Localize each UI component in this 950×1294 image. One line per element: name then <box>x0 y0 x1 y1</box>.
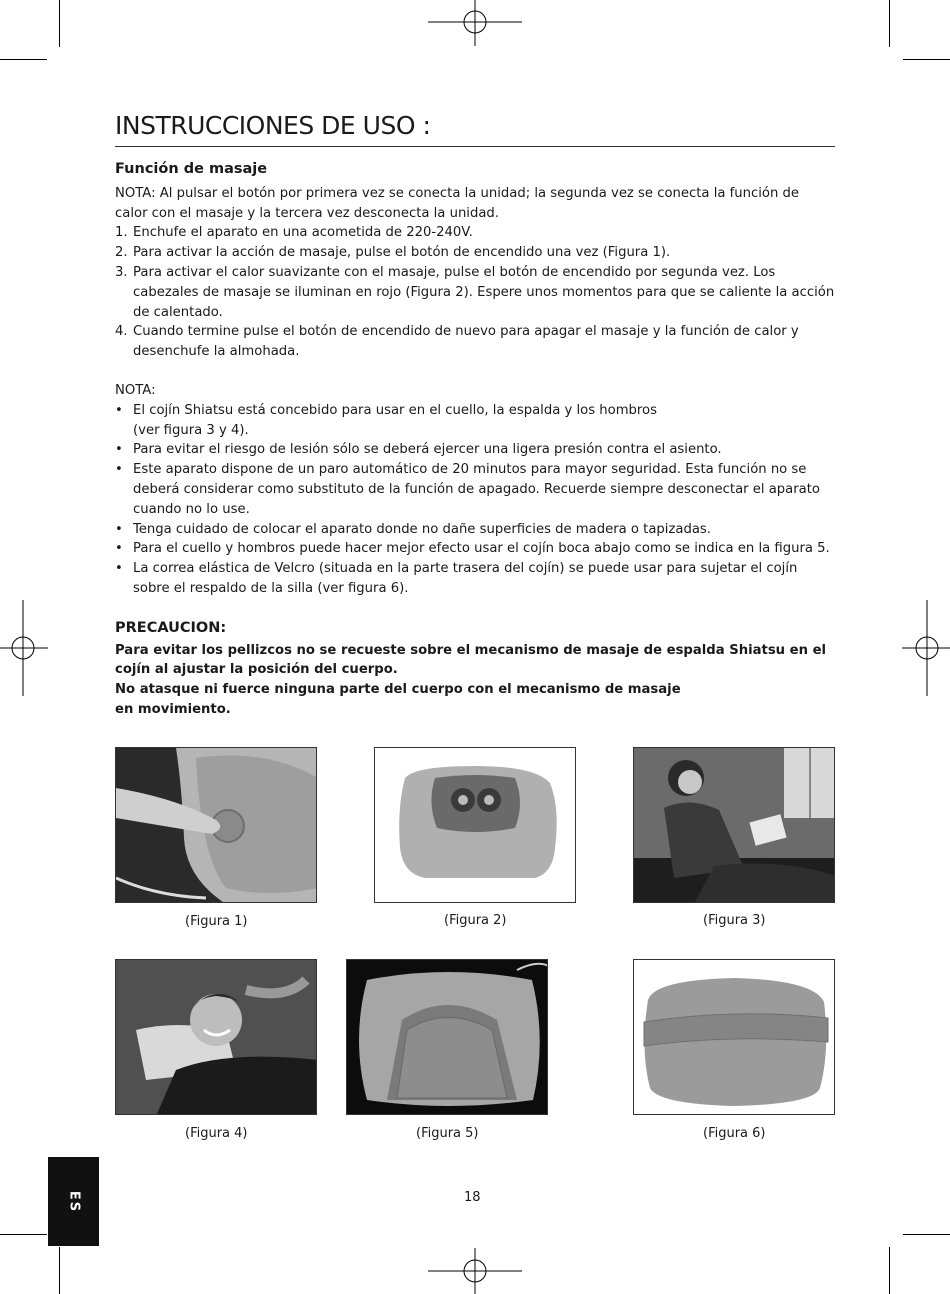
step-text: Para activar la acción de masaje, pulse el botón de encendido una vez (Figura 1). <box>133 245 671 261</box>
crop-mark <box>59 0 60 47</box>
note-label: NOTA: <box>115 382 156 398</box>
language-tab <box>48 1157 99 1246</box>
step-number: 3. <box>115 264 128 280</box>
bullet: • <box>115 521 123 537</box>
figure-4-caption: (Figura 4) <box>185 1126 248 1141</box>
note-text: El cojín Shiatsu está concebido para usar en el cuello, la espalda y los hombros <box>133 402 657 418</box>
caution-text: en movimiento. <box>115 701 231 717</box>
step-text: Enchufe el aparato en una acometida de 220-240V. <box>133 225 473 241</box>
note-item <box>115 401 835 441</box>
bullet: • <box>115 442 123 458</box>
note-item <box>115 520 835 540</box>
figure-3-caption: (Figura 3) <box>703 913 766 928</box>
crop-mark <box>889 0 890 47</box>
bullet: • <box>115 402 123 418</box>
title-rule <box>115 146 835 147</box>
figure-4-photo <box>115 959 317 1115</box>
registration-mark-bottom <box>428 1248 524 1294</box>
registration-mark-top <box>428 0 524 46</box>
crop-mark <box>903 59 950 60</box>
caution-heading: PRECAUCION: <box>115 619 227 636</box>
figure-1-caption: (Figura 1) <box>185 914 248 929</box>
intro-note: NOTA: Al pulsar el botón por primera vez se conecta la unidad; la segunda vez se conecta la función de calor con el masaje y la tercera vez desconecta la unidad. <box>115 185 800 221</box>
page-number: 18 <box>464 1190 481 1205</box>
page-title: INSTRUCCIONES DE USO : <box>115 111 431 140</box>
note-text: Para el cuello y hombros puede hacer mejor efecto usar el cojín boca abajo como se indica en la figura 5. <box>133 541 830 557</box>
crop-mark <box>903 1234 950 1235</box>
step-item <box>115 223 835 243</box>
language-tab-label: ES <box>66 1190 81 1213</box>
registration-mark-left <box>0 600 48 696</box>
section-heading: Función de masaje <box>115 161 268 177</box>
note-text: Para evitar el riesgo de lesión sólo se deberá ejercer una ligera presión contra el asiento. <box>133 442 722 458</box>
figure-1-photo <box>115 747 317 903</box>
figure-2-caption: (Figura 2) <box>444 913 507 928</box>
figure-2-photo <box>374 747 576 903</box>
note-text: Tenga cuidado de colocar el aparato donde no dañe superficies de madera o tapizadas. <box>133 521 711 537</box>
figure-3-photo <box>633 747 835 903</box>
note-text: Este aparato dispone de un paro automático de 20 minutos para mayor seguridad. Esta función no se deberá considerar como substituto de la función de apagado. Recuerde siempre desconectar el aparato cuando no lo use. <box>133 462 821 517</box>
figure-5-photo <box>346 959 548 1115</box>
note-text-continued: (ver figura 3 y 4). <box>133 422 249 438</box>
note-item <box>115 440 835 460</box>
bullet: • <box>115 462 123 478</box>
bullet: • <box>115 561 123 577</box>
note-item <box>115 559 835 599</box>
registration-mark-right <box>902 600 950 696</box>
step-text: Para activar el calor suavizante con el masaje, pulse el botón de encendido por segunda vez. Los cabezales de masaje se iluminan en rojo (Figura 2). Espere unos momentos para que se caliente la acción de calentado. <box>133 264 835 320</box>
step-number: 1. <box>115 225 128 241</box>
step-item <box>115 322 835 362</box>
caution-text: Para evitar los pellizcos no se recueste sobre el mecanismo de masaje de espalda Shiatsu en el cojín al ajustar la posición del cuerpo. <box>115 642 827 678</box>
figure-6-photo <box>633 959 835 1115</box>
crop-mark <box>889 1247 890 1294</box>
figure-5-caption: (Figura 5) <box>416 1126 479 1141</box>
step-text: Cuando termine pulse el botón de encendido de nuevo para apagar el masaje y la función de calor y desenchufe la almohada. <box>133 324 799 360</box>
instructions-body <box>115 160 835 720</box>
step-item <box>115 243 835 263</box>
crop-mark <box>0 1234 47 1235</box>
caution-text: No atasque ni fuerce ninguna parte del cuerpo con el mecanismo de masaje <box>115 682 681 698</box>
figure-6-caption: (Figura 6) <box>703 1126 766 1141</box>
step-number: 4. <box>115 324 128 340</box>
note-item <box>115 460 835 519</box>
notes-list <box>115 401 835 599</box>
step-number: 2. <box>115 245 128 261</box>
bullet: • <box>115 541 123 557</box>
steps-list <box>115 223 835 362</box>
note-text: La correa elástica de Velcro (situada en la parte trasera del cojín) se puede usar para sujetar el cojín sobre el respaldo de la silla (ver figura 6). <box>133 561 798 596</box>
crop-mark <box>0 59 47 60</box>
crop-mark <box>59 1247 60 1294</box>
step-item <box>115 263 835 322</box>
note-item <box>115 539 835 559</box>
